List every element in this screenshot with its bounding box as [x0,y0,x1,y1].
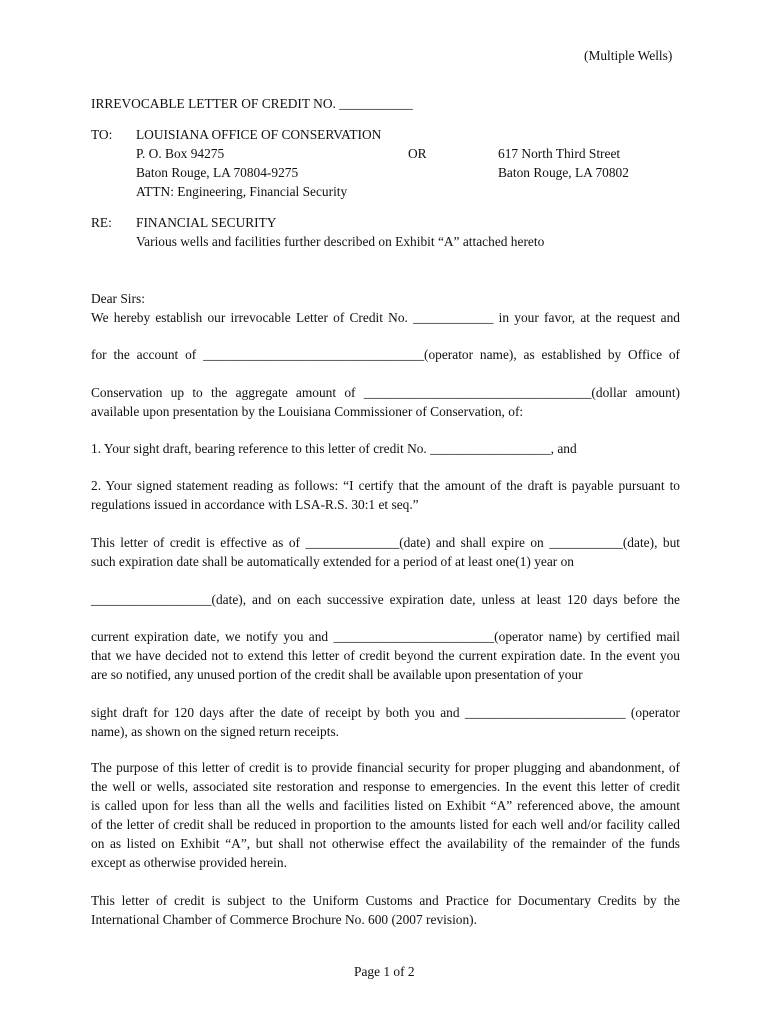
paragraph-line: regulations issued in accordance with LSA-R.S. 30:1 et seq.” [91,497,419,512]
paragraph-aggregate [91,383,680,421]
paragraph-line: available upon presentation by the Louisiana Commissioner of Conservation, of: [91,404,524,419]
letter-title: IRREVOCABLE LETTER OF CREDIT NO. ___________ [91,96,413,111]
paragraph-line: name), as shown on the signed return receipts. [91,724,340,739]
paragraph-line: such expiration date shall be automatically extended for a period of at least one(1) year on [91,554,574,569]
paragraph-ucp [91,891,680,929]
paragraph-line: Conservation up to the aggregate amount of __________________________________(dollar amount) [91,385,680,400]
paragraph-effective [91,533,680,571]
paragraph-extension [91,590,680,609]
paragraph-line: the well or wells, associated site restoration and response to emergencies. In the event this letter of credit [91,779,680,794]
paragraph-line: on as listed on Exhibit “A”, but shall not otherwise effect the availability of the remainder of the funds [91,836,680,851]
agency-name: LOUISIANA OFFICE OF CONSERVATION [136,127,382,142]
paragraph-purpose [91,758,680,872]
paragraph-line: that we have decided not to extend this letter of credit beyond the current expiration date. In the event you [91,648,680,663]
street-address-line: 617 North Third Street [498,146,621,161]
paragraph-notify [91,627,680,684]
to-label: TO: [91,127,113,142]
paragraph-establish [91,308,680,327]
po-city-line: Baton Rouge, LA 70804-9275 [136,165,299,180]
paragraph-line: The purpose of this letter of credit is to provide financial security for proper plugging and abandonment, of [91,760,680,775]
paragraph-line: is called upon for less than all the wells and facilities listed on Exhibit “A” referenced above, the amount [91,798,680,813]
salutation: Dear Sirs: [91,291,145,306]
paragraph-line: except as otherwise provided herein. [91,855,287,870]
paragraph-line: sight draft for 120 days after the date of receipt by both you and ________________________ (operator [91,705,680,720]
paragraph-line: We hereby establish our irrevocable Letter of Credit No. ____________ in your favor, at the request and [91,310,680,325]
paragraph-line: __________________(date), and on each successive expiration date, unless at least 120 days before the [91,592,680,607]
item-signed-statement [91,476,680,514]
paragraph-line: International Chamber of Commerce Brochure No. 600 (2007 revision). [91,912,477,927]
paragraph-line: for the account of _________________________________(operator name), as established by Office of [91,347,680,362]
paragraph-line: 2. Your signed statement reading as follows: “I certify that the amount of the draft is payable pursuant to [91,478,680,493]
paragraph-line: current expiration date, we notify you and ________________________(operator name) by certified mail [91,629,680,644]
attention-line: ATTN: Engineering, Financial Security [136,184,348,199]
page-number: Page 1 of 2 [354,964,415,979]
re-label: RE: [91,215,112,230]
street-city-line: Baton Rouge, LA 70802 [498,165,629,180]
paragraph-line: of the letter of credit shall be reduced in proportion to the amounts listed for each well and/or facility called [91,817,680,832]
multiple-wells-tag: (Multiple Wells) [584,48,673,63]
or-separator: OR [408,146,427,161]
paragraph-sight-draft [91,703,680,741]
paragraph-line: 1. Your sight draft, bearing reference to this letter of credit No. __________________, and [91,441,577,456]
re-subject: FINANCIAL SECURITY [136,215,277,230]
po-box-line: P. O. Box 94275 [136,146,225,161]
paragraph-line: This letter of credit is effective as of ______________(date) and shall expire on ___________(date), but [91,535,680,550]
paragraph-line: are so notified, any unused portion of the credit shall be available upon presentation of your [91,667,583,682]
paragraph-line: This letter of credit is subject to the Uniform Customs and Practice for Documentary Credits by the [91,893,680,908]
paragraph-account [91,345,680,364]
item-sight-draft [91,439,680,458]
re-detail: Various wells and facilities further described on Exhibit “A” attached hereto [136,234,545,249]
